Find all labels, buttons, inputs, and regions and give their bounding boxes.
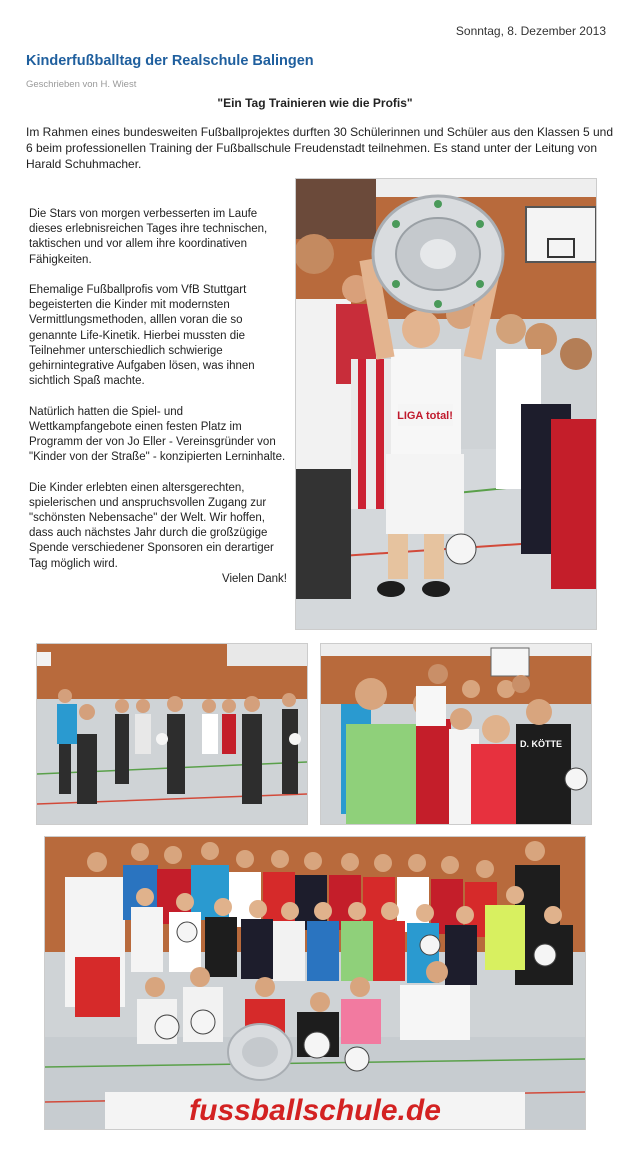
article-intro: Im Rahmen eines bundesweiten Fußballprojektes durften 30 Schülerinnen und Schüler aus den Klassen 5 und 6 beim professionellen Training der Fußballschule Freudenstadt teilnehmen. Es stand unter der Leitung von Harald Schuhmacher. [26, 125, 614, 171]
photo-team-banner [44, 836, 586, 1130]
article-title[interactable]: Kinderfußballtag der Realschule Balingen [26, 53, 314, 69]
shirt-text: LIGA total! [397, 410, 453, 422]
article-author: Geschrieben von H. Wiest [26, 79, 137, 90]
photo-kids-group [320, 643, 592, 825]
banner-text: fussballschule.de [189, 1094, 441, 1127]
photo-gym-training [36, 643, 308, 825]
photo-trophy [295, 178, 597, 630]
article-body [29, 207, 287, 602]
body-paragraph: Ehemalige Fußballprofis vom VfB Stuttgart begeisterten die Kinder mit modernsten Vermittlungsmethoden, alllen voran die so genannte Life-Kinetik. Hierbei mussten die Teilnehmer unterschiedlich schwierige gehirnintegrative Aufgaben lösen, was ihnen sichtlich Spaß machte. [29, 284, 255, 388]
body-paragraph: Die Kinder erlebten einen altersgerechten, spielerischen und anspruchsvollen Zugang zur "schönsten Nebensache" der Welt. Wir hoffen, dass auch nächstes Jahr durch die großzügige Spende verschiedener Sponsoren ein derartiger Tag möglich wird. [29, 481, 274, 570]
thanks-text: Vielen Dank! [222, 572, 287, 585]
body-paragraph: Die Stars von morgen verbesserten im Laufe dieses erlebnisreichen Tages ihre technischen, taktischen und vor allem ihre koordinativen Fähigkeiten. [29, 208, 268, 266]
article-subtitle: "Ein Tag Trainieren wie die Profis" [217, 96, 413, 110]
shirt-back-text: D. KÖTTE [520, 739, 562, 749]
article-date: Sonntag, 8. Dezember 2013 [455, 24, 606, 38]
body-paragraph: Natürlich hatten die Spiel- und Wettkampfangebote einen festen Platz im Programm der von Jo Eller - Vereinsgründer von "Kinder von der Straße" - konzipierten Lerninhalte. [29, 405, 286, 464]
